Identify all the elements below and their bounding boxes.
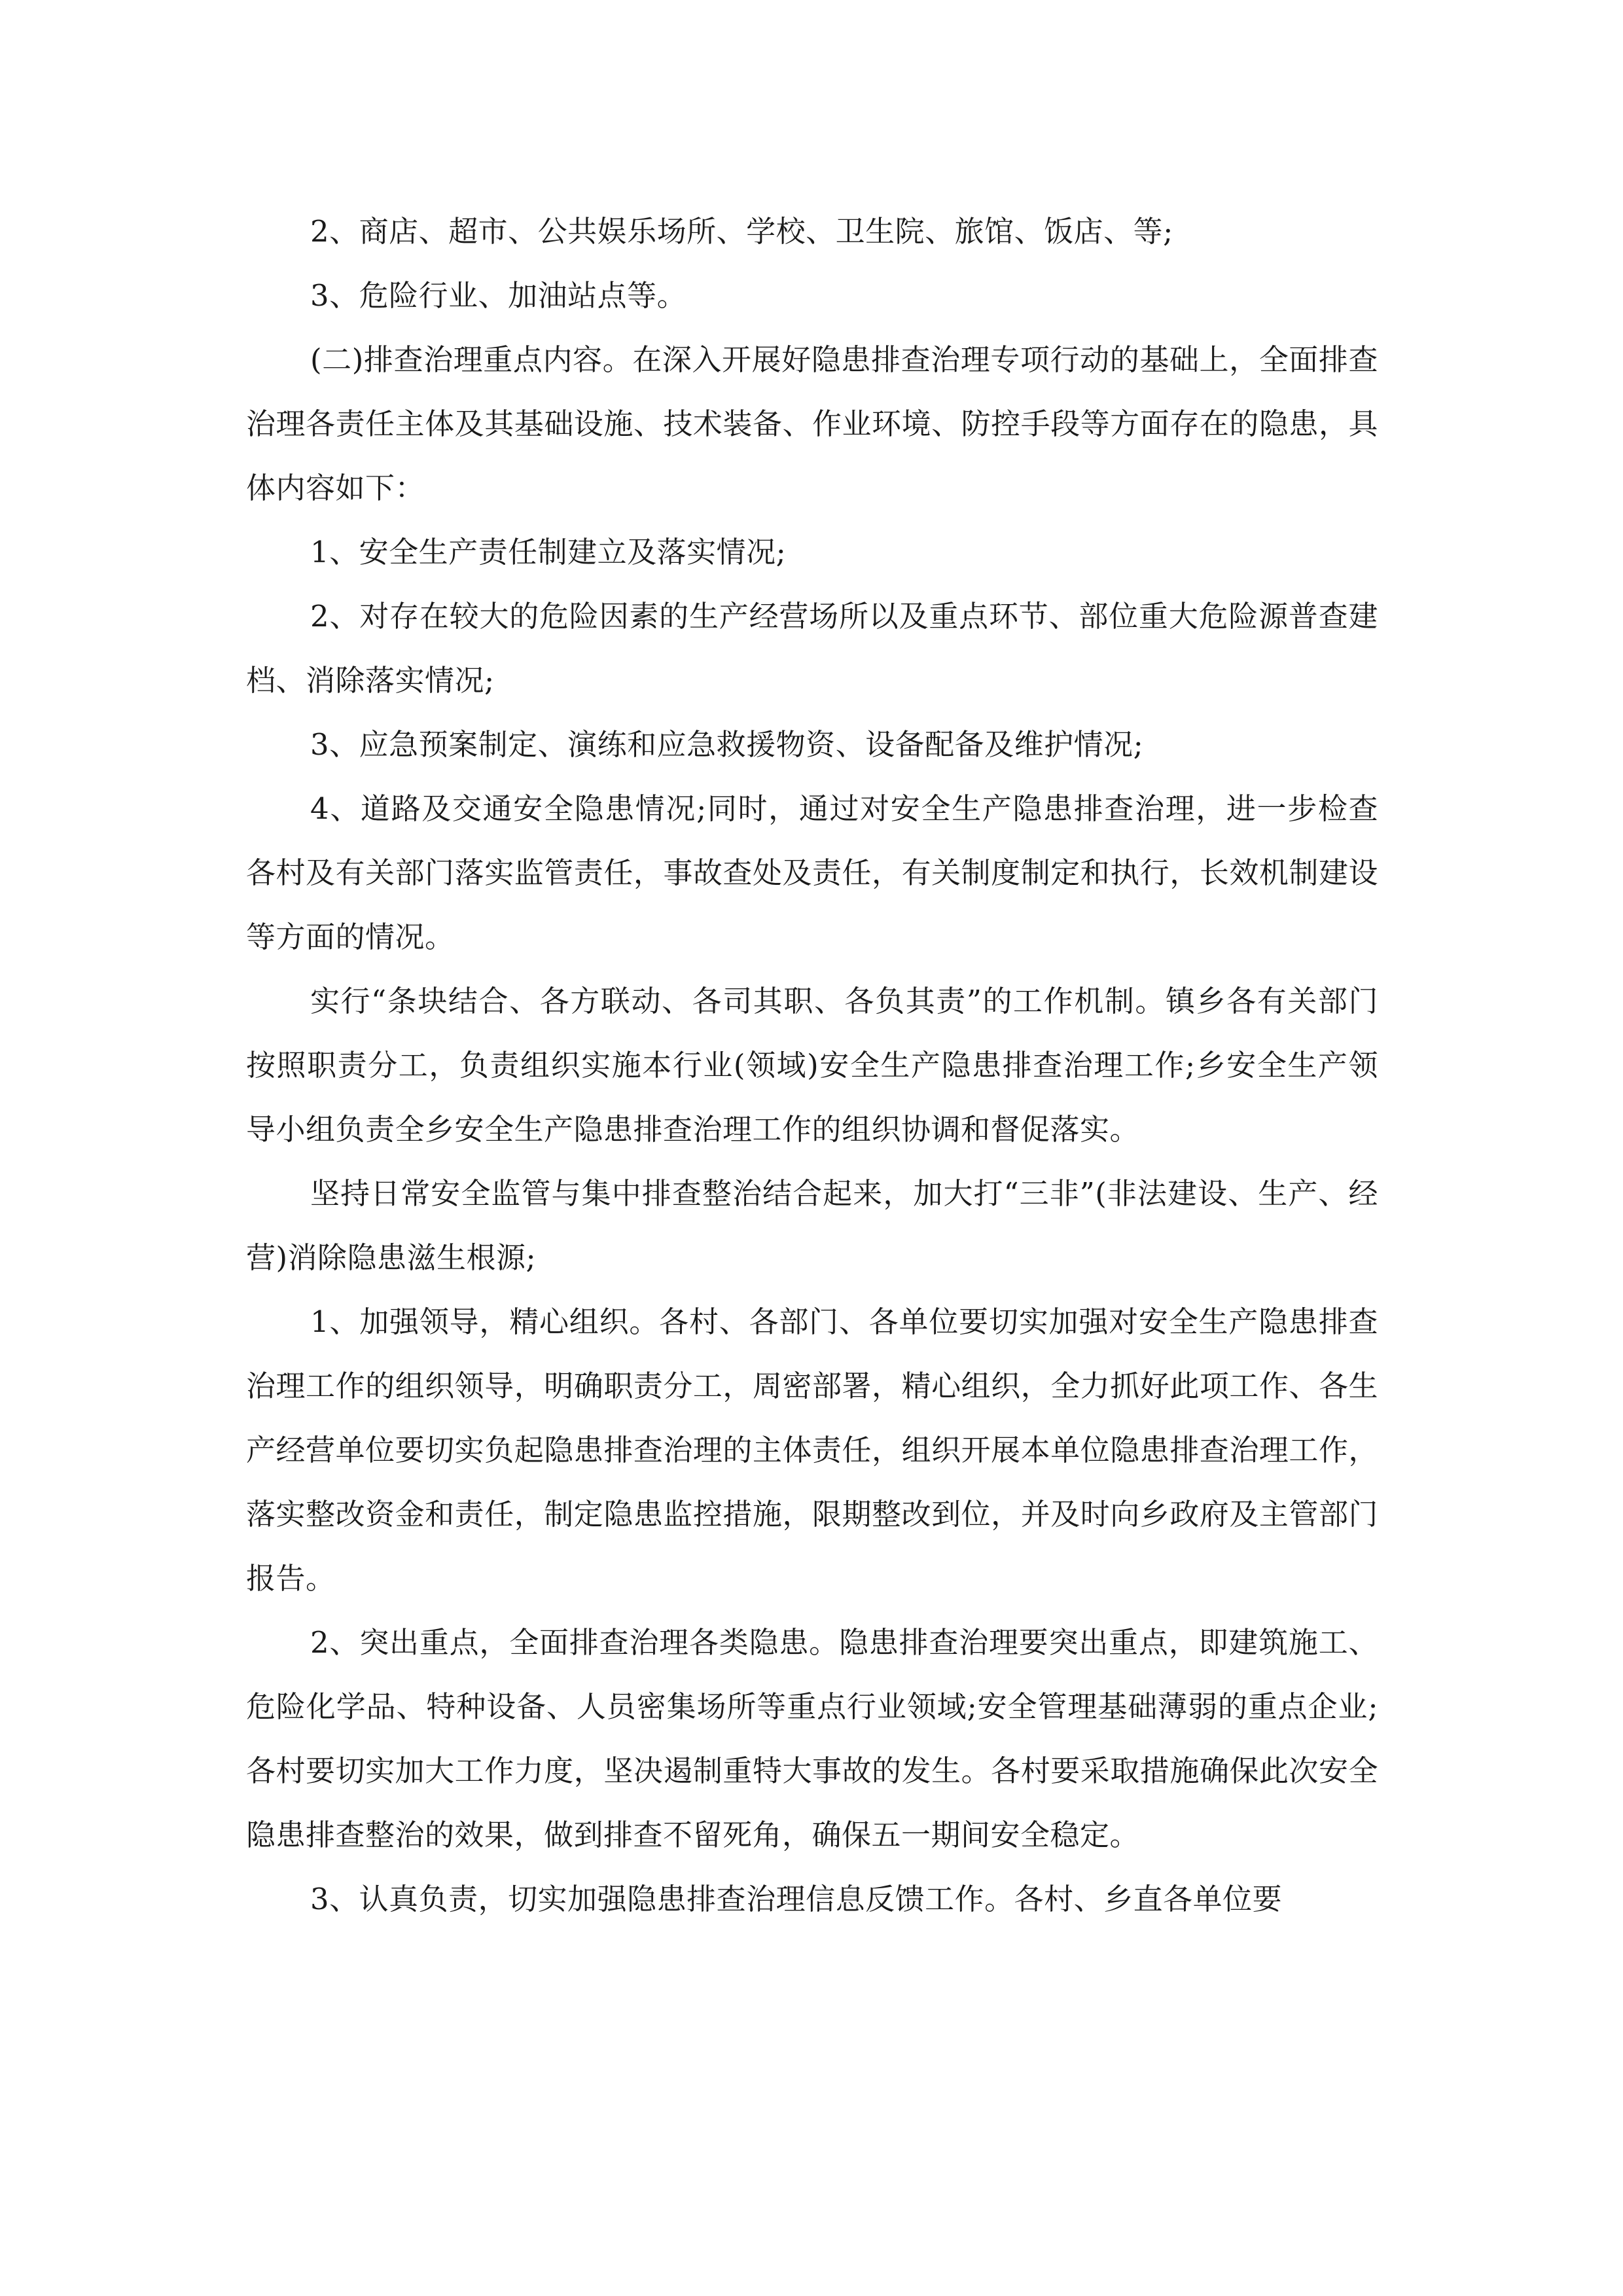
paragraph: 3、应急预案制定、演练和应急救援物资、设备配备及维护情况;	[310, 727, 1144, 762]
paragraph: 1、加强领导，精心组织。各村、各部门、各单位要切实加强对安全生产隐患排查治理工作的组织领导，明确职责分工，周密部署，精心组织，全力抓好此项工作、各生产经营单位要切实负起隐患排查治理的主体责任，组织开展本单位隐患排查治理工作，落实整改资金和责任，制定隐患监控措施，限期整改到位，并及时向乡政府及主管部门报告。	[246, 1304, 1378, 1596]
paragraph: 实行“条块结合、各方联动、各司其职、各负其责”的工作机制。镇乡各有关部门按照职责分工，负责组织实施本行业(领域)安全生产隐患排查治理工作;乡安全生产领导小组负责全乡安全生产隐患排查治理工作的组织协调和督促落实。	[246, 984, 1378, 1147]
paragraph: (二)排查治理重点内容。在深入开展好隐患排查治理专项行动的基础上，全面排查治理各责任主体及其基础设施、技术装备、作业环境、防控手段等方面存在的隐患，具体内容如下：	[246, 342, 1378, 505]
paragraph: 3、危险行业、加油站点等。	[310, 278, 687, 313]
paragraph: 1、安全生产责任制建立及落实情况;	[310, 535, 787, 569]
paragraph: 2、对存在较大的危险因素的生产经营场所以及重点环节、部位重大危险源普查建档、消除落实情况;	[246, 599, 1378, 698]
paragraph: 坚持日常安全监管与集中排查整治结合起来，加大打“三非”(非法建设、生产、经营)消除隐患滋生根源;	[246, 1176, 1378, 1275]
paragraph: 4、道路及交通安全隐患情况;同时，通过对安全生产隐患排查治理，进一步检查各村及有关部门落实监管责任，事故查处及责任，有关制度制定和执行，长效机制建设等方面的情况。	[246, 791, 1378, 954]
paragraph: 2、商店、超市、公共娱乐场所、学校、卫生院、旅馆、饭店、等;	[310, 214, 1173, 249]
document-body	[246, 200, 1378, 1931]
paragraph: 3、认真负责，切实加强隐患排查治理信息反馈工作。各村、乡直各单位要	[310, 1882, 1283, 1916]
paragraph: 2、突出重点，全面排查治理各类隐患。隐患排查治理要突出重点，即建筑施工、危险化学品、特种设备、人员密集场所等重点行业领域;安全管理基础薄弱的重点企业;各村要切实加大工作力度，坚决遏制重特大事故的发生。各村要采取措施确保此次安全隐患排查整治的效果，做到排查不留死角，确保五一期间安全稳定。	[246, 1625, 1378, 1852]
